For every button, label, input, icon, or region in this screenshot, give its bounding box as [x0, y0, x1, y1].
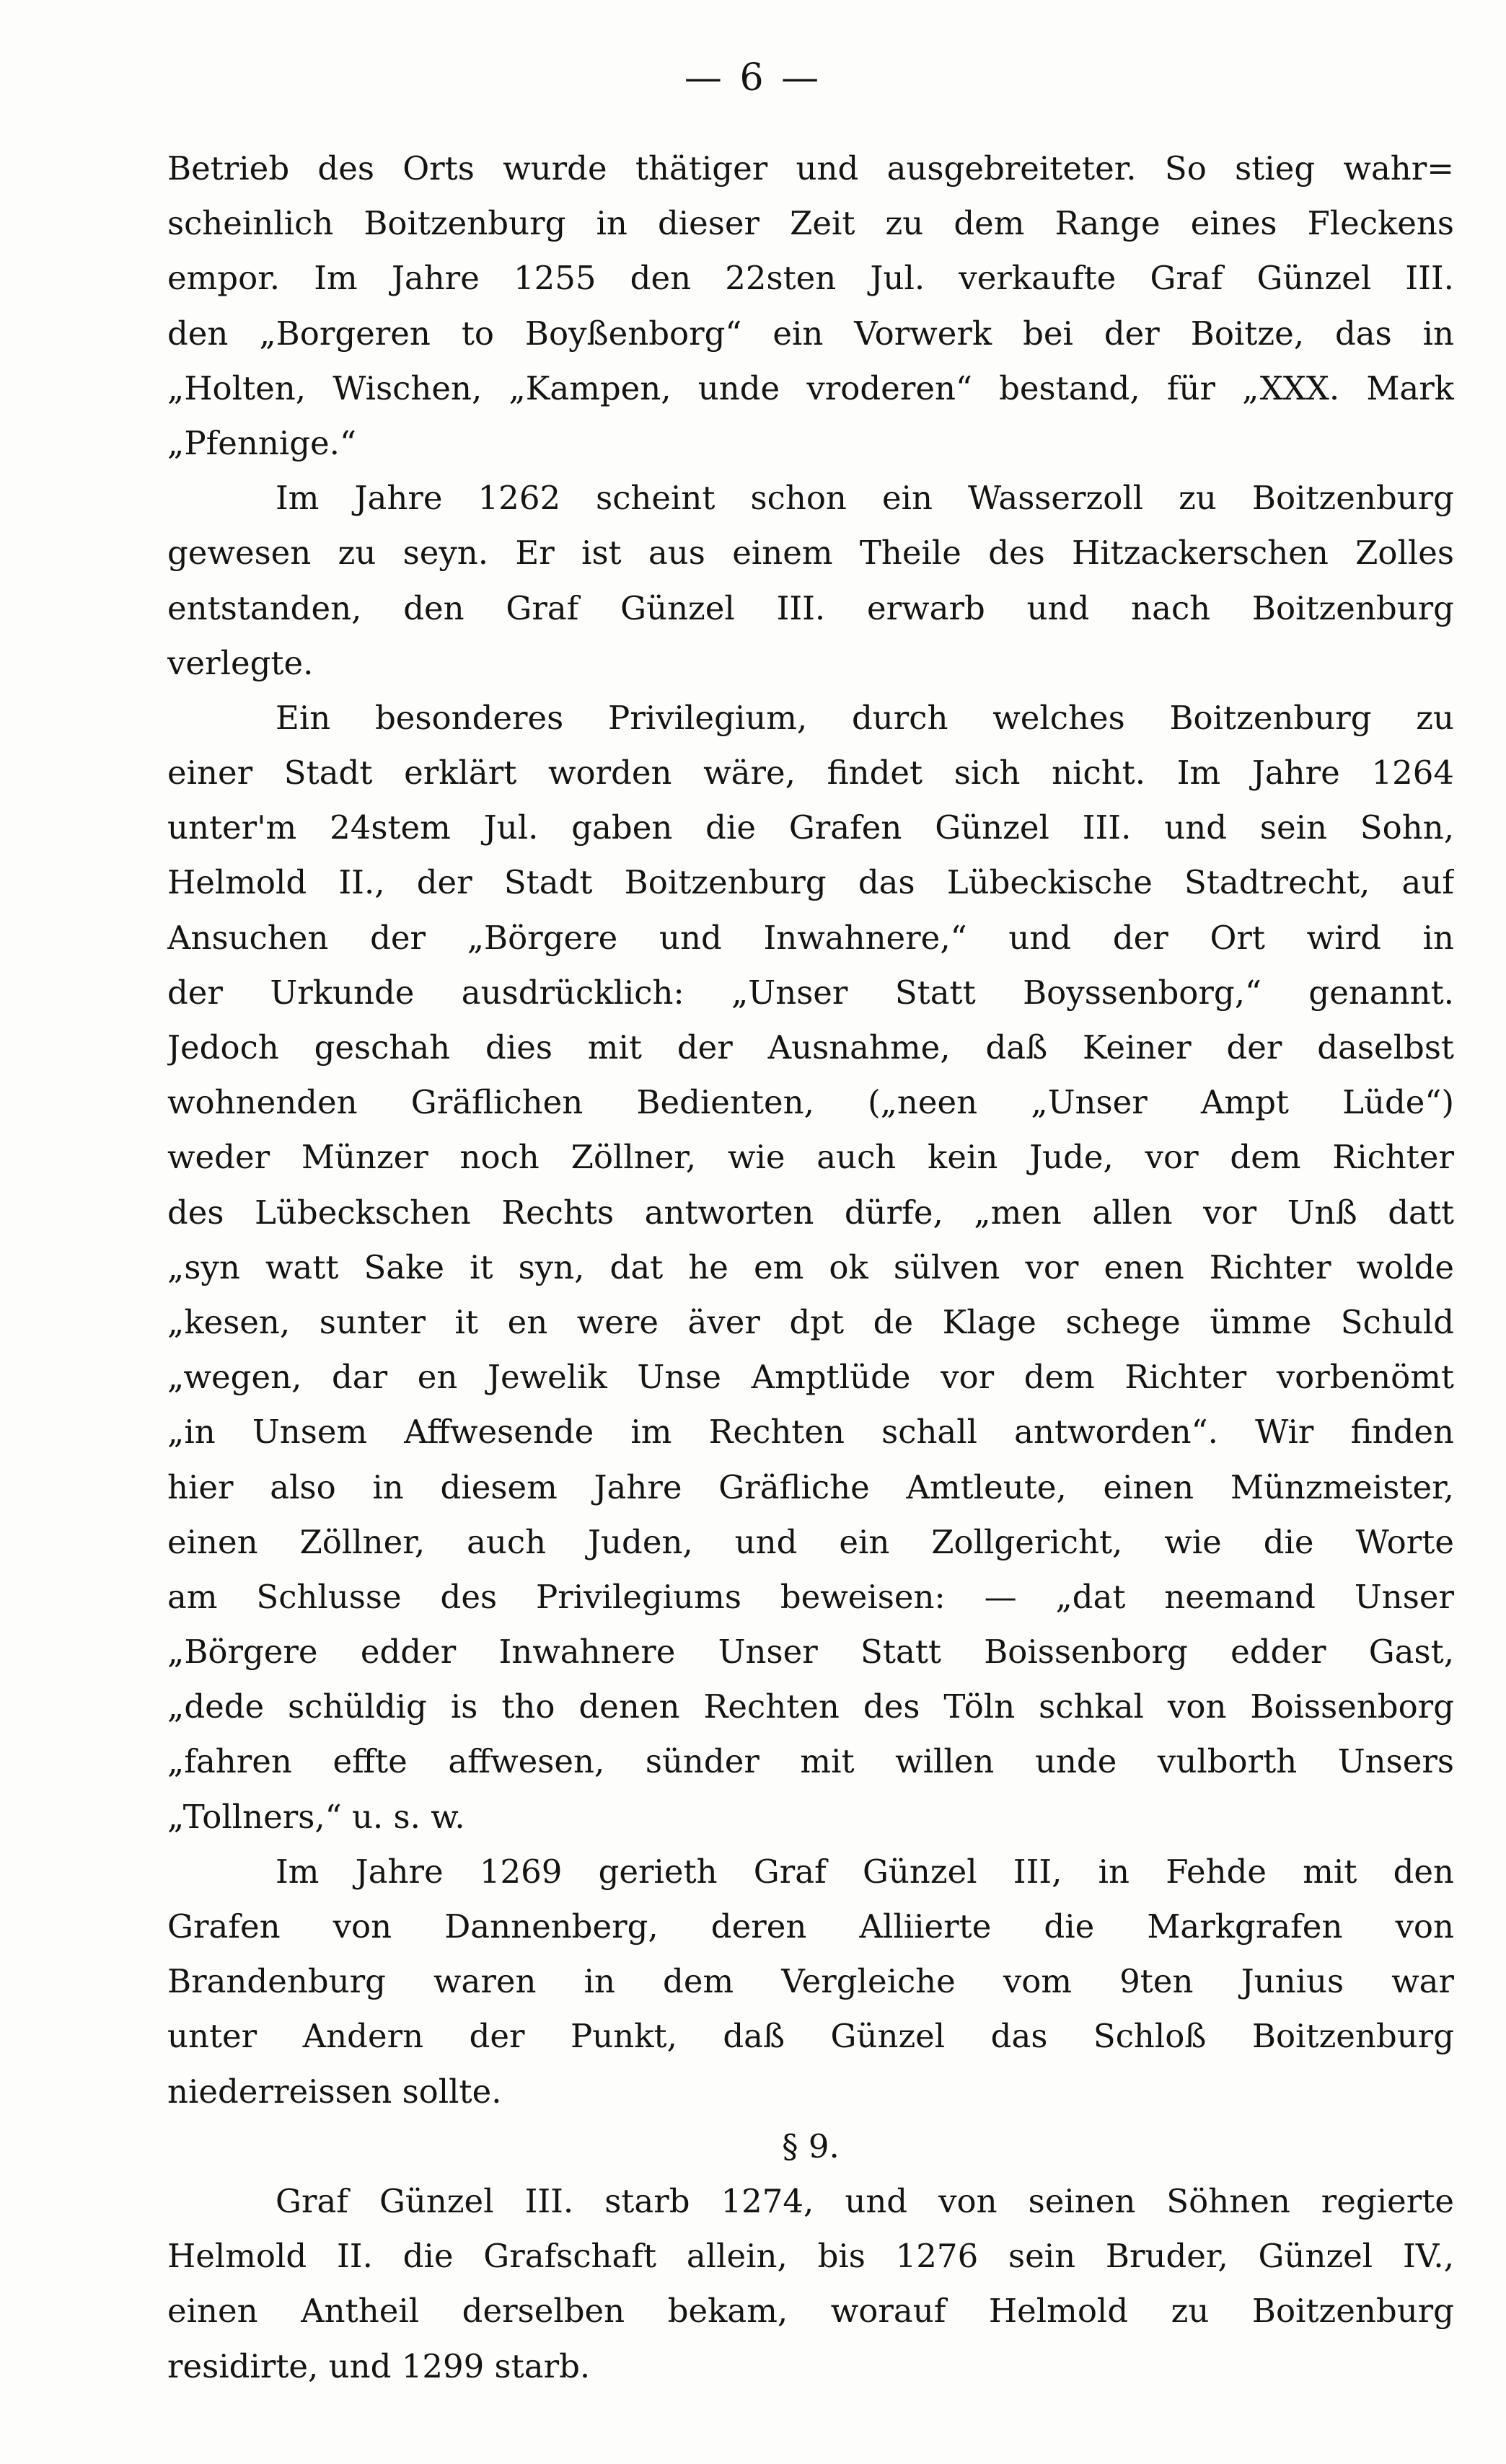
text-line: weder Münzer noch Zöllner, wie auch kein Jude, vor dem Richter: [167, 1138, 1454, 1177]
text-line: verlegte.: [167, 643, 314, 682]
text-line: einen Antheil derselben bekam, worauf Helmold zu Boitzenburg: [167, 2292, 1454, 2331]
text-line: Ein besonderes Privilegium, durch welches Boitzenburg zu: [276, 698, 1454, 737]
text-line: „wegen, dar en Jewelik Unse Amptlüde vor dem Richter vorbenömt: [167, 1358, 1454, 1397]
paragraph: [167, 141, 1454, 471]
paragraph: [167, 1845, 1454, 2119]
text-line: Betrieb des Orts wurde thätiger und ausgebreiteter. So stieg wahr=: [167, 149, 1454, 187]
text-line: unter Andern der Punkt, daß Günzel das Schloß Boitzenburg: [167, 2017, 1454, 2056]
text-line: Brandenburg waren in dem Vergleiche vom 9ten Junius war: [167, 1962, 1454, 2001]
text-line: entstanden, den Graf Günzel III. erwarb und nach Boitzenburg: [167, 588, 1454, 627]
paragraph: [167, 2174, 1454, 2394]
text-line: der Urkunde ausdrücklich: „Unser Statt Boyssenborg,“ genannt.: [167, 973, 1454, 1012]
text-line: „Holten, Wischen, „Kampen, unde vroderen“ bestand, für „XXX. Mark: [167, 368, 1454, 407]
text-line: Jedoch geschah dies mit der Ausnahme, daß Keiner der daselbst: [167, 1028, 1454, 1067]
text-line: wohnenden Gräflichen Bedienten, („neen „Unser Ampt Lüde“): [167, 1083, 1454, 1122]
text-line: „Pfennige.“: [167, 423, 356, 462]
text-line: unter'm 24stem Jul. gaben die Grafen Günzel III. und sein Sohn,: [167, 808, 1454, 847]
text-line: scheinlich Boitzenburg in dieser Zeit zu dem Range eines Fleckens: [167, 204, 1454, 243]
text-line: „dede schüldig is tho denen Rechten des Töln schkal von Boissenborg: [167, 1687, 1454, 1726]
text-line: hier also in diesem Jahre Gräfliche Amtleute, einen Münzmeister,: [167, 1467, 1454, 1506]
text-line: des Lübeckschen Rechts antworten dürfe, „men allen vor Unß datt: [167, 1193, 1454, 1232]
text-line: Graf Günzel III. starb 1274, und von seinen Söhnen regierte: [276, 2181, 1454, 2220]
text-line: „kesen, sunter it en were äver dpt de Klage schege ümme Schuld: [167, 1302, 1454, 1341]
text-line: „syn watt Sake it syn, dat he em ok sülven vor enen Richter wolde: [167, 1248, 1454, 1286]
text-line: einen Zöllner, auch Juden, und ein Zollgericht, wie die Worte: [167, 1522, 1454, 1561]
text-line: niederreissen sollte.: [167, 2072, 502, 2111]
text-line: „Börgere edder Inwahnere Unser Statt Boissenborg edder Gast,: [167, 1633, 1454, 1672]
text-line: Grafen von Dannenberg, deren Alliierte die Markgrafen von: [167, 1907, 1454, 1946]
text-line: den „Borgeren to Boyßenborg“ ein Vorwerk bei der Boitze, das in: [167, 314, 1454, 353]
paragraph: [167, 691, 1454, 1845]
body-text: [167, 141, 1454, 2394]
text-line: Im Jahre 1262 scheint schon ein Wasserzoll zu Boitzenburg: [276, 479, 1454, 518]
text-line: empor. Im Jahre 1255 den 22sten Jul. verkaufte Graf Günzel III.: [167, 259, 1454, 298]
paragraph: [167, 471, 1454, 691]
text-line: residirte, und 1299 starb.: [167, 2346, 591, 2385]
text-line: am Schlusse des Privilegiums beweisen: — „dat neemand Unser: [167, 1577, 1454, 1616]
text-line: „Tollners,“ u. s. w.: [167, 1797, 465, 1836]
section-heading: § 9.: [782, 2127, 840, 2165]
text-line: einer Stadt erklärt worden wäre, findet sich nicht. Im Jahre 1264: [167, 754, 1454, 792]
text-line: „fahren effte affwesen, sünder mit willen unde vulborth Unsers: [167, 1742, 1454, 1781]
text-line: Helmold II. die Grafschaft allein, bis 1276 sein Bruder, Günzel IV.,: [167, 2237, 1454, 2276]
text-line: Im Jahre 1269 gerieth Graf Günzel III, in Fehde mit den: [276, 1852, 1454, 1891]
text-line: Helmold II., der Stadt Boitzenburg das Lübeckische Stadtrecht, auf: [167, 863, 1454, 902]
text-line: gewesen zu seyn. Er ist aus einem Theile des Hitzackerschen Zolles: [167, 534, 1454, 573]
text-line: Ansuchen der „Börgere und Inwahnere,“ und der Ort wird in: [167, 918, 1454, 957]
text-line: „in Unsem Affwesende im Rechten schall antworden“. Wir finden: [167, 1413, 1454, 1452]
page-number: — 6 —: [684, 56, 822, 100]
